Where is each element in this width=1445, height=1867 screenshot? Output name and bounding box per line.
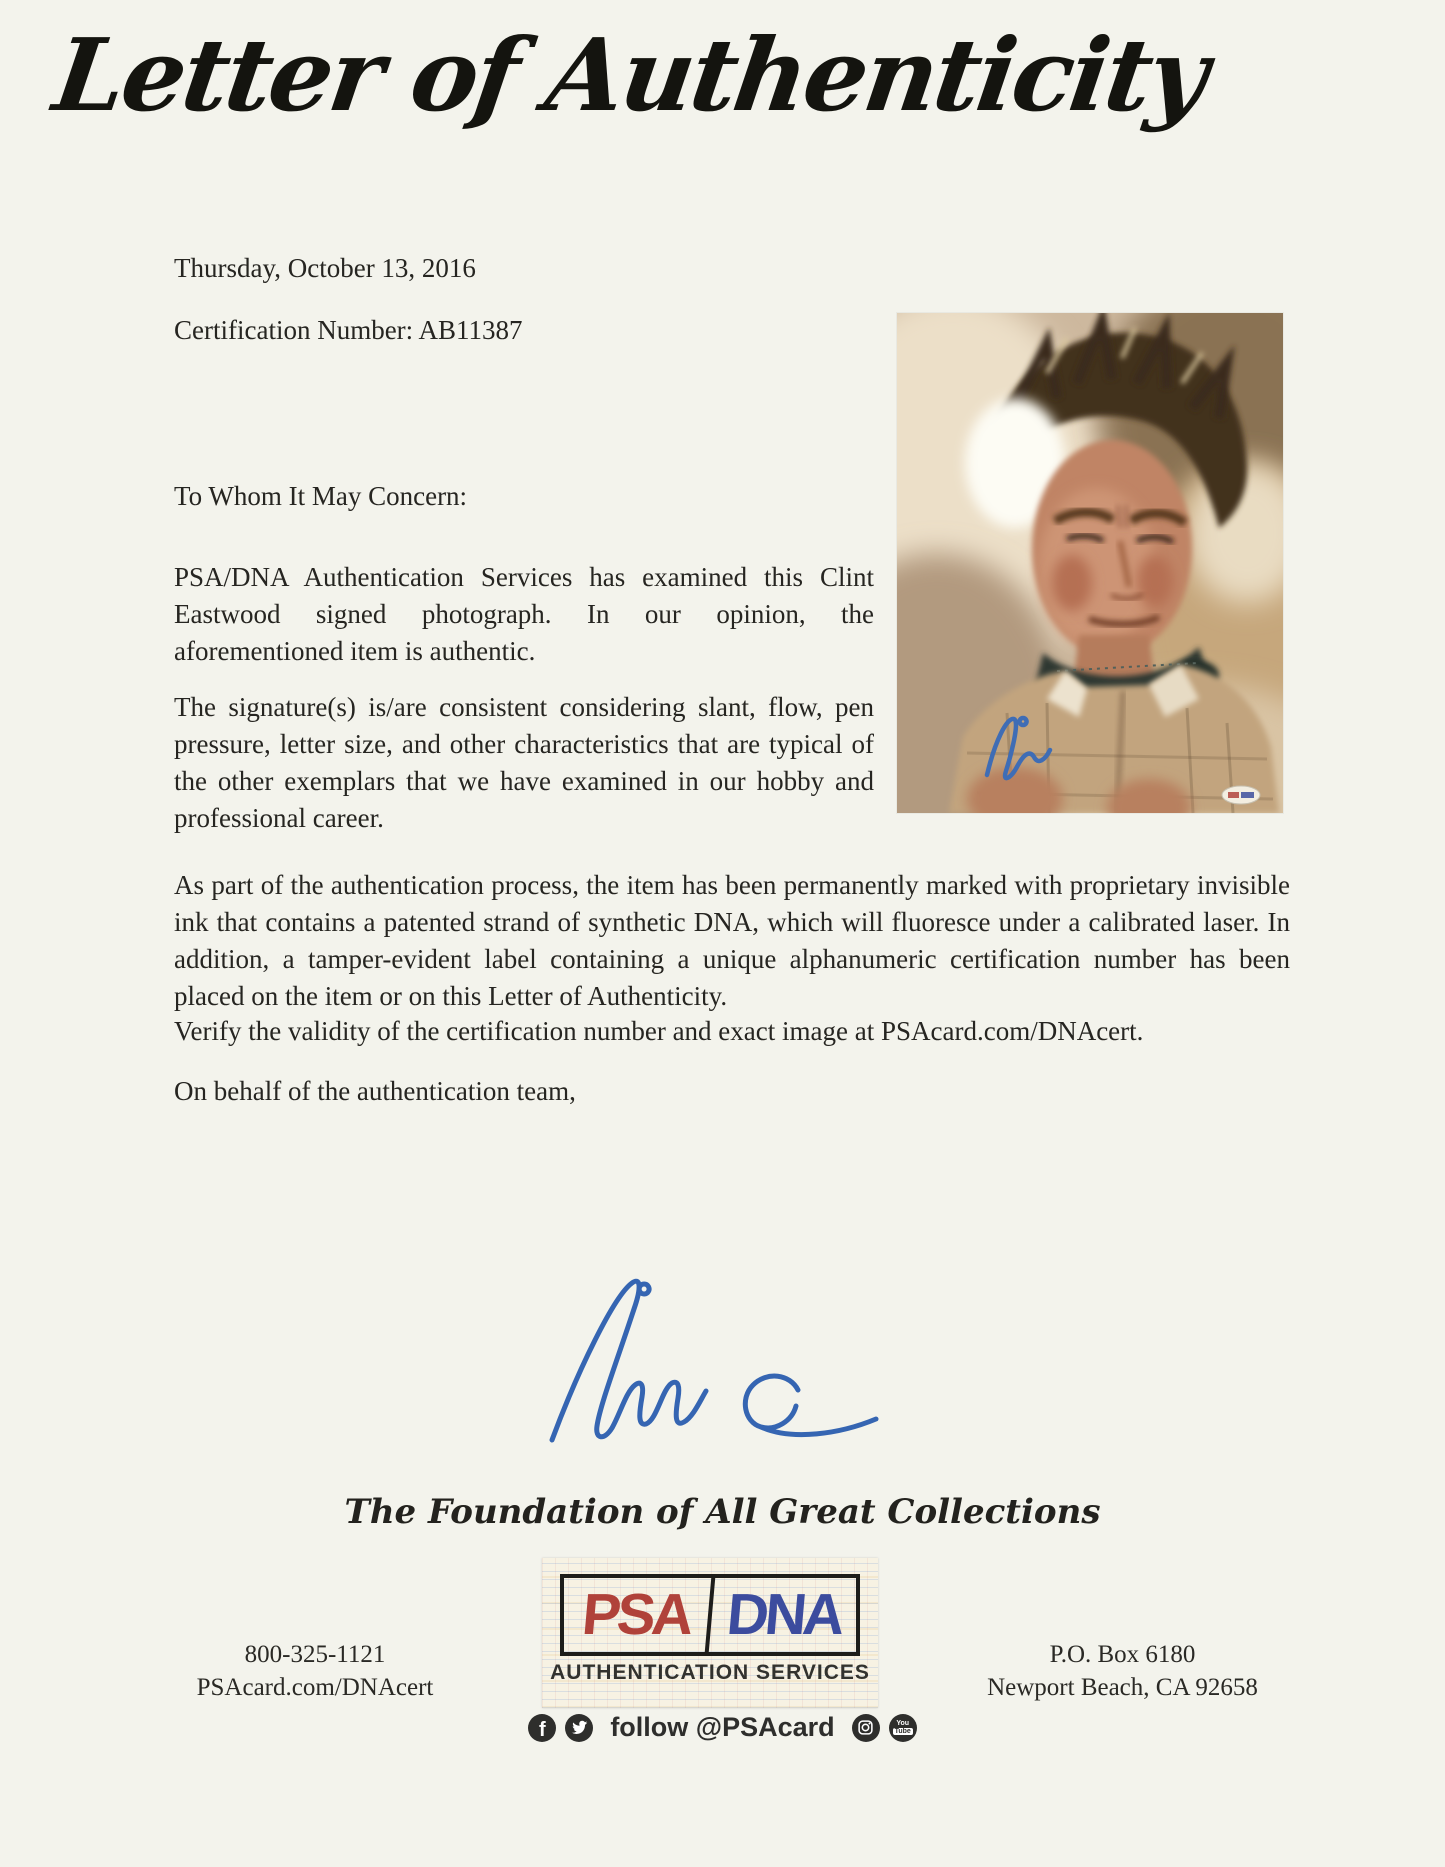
- website-url: PSAcard.com/DNAcert: [196, 1674, 434, 1701]
- certification-label: Certification Number:: [174, 315, 414, 345]
- city-state-zip: Newport Beach, CA 92658: [987, 1674, 1258, 1701]
- psa-dna-logo: [560, 1574, 860, 1656]
- page-title: Letter of Authenticity: [47, 16, 1213, 134]
- paragraph-verify: Verify the validity of the certification number and exact image at PSAcard.com/DNAcert.: [174, 1016, 1144, 1046]
- certification-line: [174, 312, 522, 349]
- paragraph-dna-marking: As part of the authentication process, the item has been permanently marked with proprietary invisible ink that contains a patented strand of synthetic DNA, which will fluoresce under a calibrated laser. In addition, a tamper-evident label containing a unique alphanumeric certification number has been placed on the item or on this Letter of Authenticity.: [174, 870, 1290, 1011]
- psa-logo-text: PSA: [579, 1582, 693, 1647]
- po-box: P.O. Box 6180: [1049, 1641, 1196, 1668]
- dna-logo-text: DNA: [705, 1578, 859, 1652]
- facebook-icon: f: [528, 1714, 556, 1742]
- paragraph-signature-consistency: The signature(s) is/are consistent considering slant, flow, pen pressure, letter size, and other characteristics that are typical of the other exemplars that we have examined in our hobby and professional career.: [174, 692, 874, 833]
- authenticated-photo: [897, 313, 1283, 813]
- certification-number: AB11387: [418, 315, 523, 345]
- paragraph-examined: PSA/DNA Authentication Services has examined this Clint Eastwood signed photograph. In our opinion, the aforementioned item is authentic.: [174, 562, 874, 666]
- letter-date: Thursday, October 13, 2016: [174, 253, 476, 283]
- closing-line: On behalf of the authentication team,: [174, 1076, 576, 1106]
- salutation: To Whom It May Concern:: [174, 481, 468, 511]
- photo-psa-sticker: [1222, 786, 1260, 804]
- psa-dna-logo-sticker: [542, 1558, 878, 1708]
- foundation-tagline: The Foundation of All Great Collections: [344, 1492, 1101, 1532]
- authenticator-signature: [540, 1272, 890, 1452]
- clint-eastwood-photo-illustration: [897, 313, 1283, 813]
- authentication-services-label: AUTHENTICATION SERVICES: [550, 1661, 870, 1684]
- phone-number: 800-325-1121: [244, 1641, 386, 1668]
- twitter-icon: [565, 1714, 593, 1742]
- contact-phone-block: [160, 1638, 470, 1704]
- social-media-row: [0, 1712, 1445, 1743]
- follow-psacard-label: follow @PSAcard: [610, 1712, 835, 1742]
- youtube-icon: You Tube: [889, 1714, 917, 1742]
- contact-address-block: [950, 1638, 1295, 1704]
- instagram-icon: [852, 1714, 880, 1742]
